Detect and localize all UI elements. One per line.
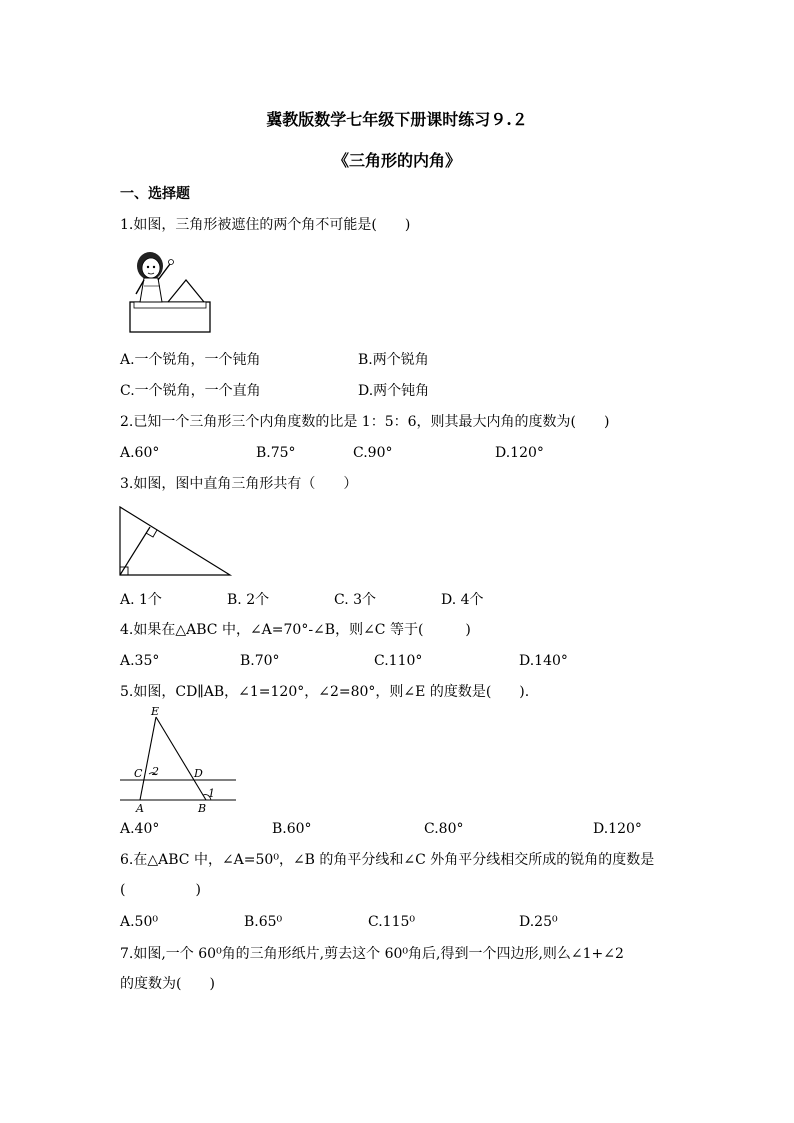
q5-label-1: 1 [208,787,215,800]
q4-option-d: D.140° [519,653,568,669]
q5-label-a: A [136,802,144,815]
q2-option-a: A.60° [120,445,160,461]
q2-option-b: B.75° [256,445,296,461]
q5-figure [116,705,238,815]
q6-option-b: B.65⁰ [244,914,283,930]
q3-altitude [120,527,150,575]
q6-option-d: D.25⁰ [519,914,558,930]
q5-segment-eb [156,717,206,800]
q5-option-a: A.40° [120,821,160,837]
q3-figure [116,503,236,579]
q5-label-c: C [134,767,143,780]
q3-outer-triangle [120,507,230,575]
q5-label-e: E [151,705,160,718]
q1-girl-drawing [136,252,174,302]
q1-option-b: B.两个锐角 [358,352,429,368]
q5-stem: 5.如图，CD∥AB，∠1=120°，∠2=80°，则∠E 的度数是( ). [120,684,530,700]
q6-stem: 6.在△ABC 中，∠A=50⁰，∠B 的角平分线和∠C 外角平分线相交所成的锐角的度数是 [120,852,655,868]
q3-option-a: A. 1个 [120,592,162,608]
q6-option-c: C.115⁰ [368,914,415,930]
q4-option-b: B.70° [240,653,280,669]
q2-option-c: C.90° [353,445,393,461]
q5-option-d: D.120° [593,821,642,837]
q3-option-c: C. 3个 [334,592,377,608]
q5-option-c: C.80° [424,821,464,837]
doc-title: 冀教版数学七年级下册课时练习９.２ [266,110,528,129]
q4-option-a: A.35° [120,653,160,669]
q3-option-b: B. 2个 [227,592,270,608]
q2-option-d: D.120° [495,445,544,461]
q5-segment-ea [140,717,156,800]
q1-option-c: C.一个锐角，一个直角 [120,383,261,399]
q5-option-b: B.60° [272,821,312,837]
doc-subtitle: 《三角形的内角》 [332,151,461,170]
q7-stem: 7.如图,一个 60⁰角的三角形纸片,剪去这个 60⁰角后,得到一个四边形,则么∠1+∠2 [120,946,624,962]
q5-label-b: B [198,802,207,815]
q3-stem: 3.如图，图中直角三角形共有（ ） [120,476,358,492]
q5-label-d: D [194,767,203,780]
q4-stem: 4.如果在△ABC 中，∠A=70°-∠B，则∠C 等于( ) [120,622,471,638]
q2-stem: 2.已知一个三角形三个内角度数的比是 1：5：6，则其最大内角的度数为( ) [120,414,610,430]
q7-stem-continued: 的度数为( ) [120,976,215,992]
section-heading: 一、选择题 [120,186,190,202]
q4-option-c: C.110° [374,653,423,669]
q1-stem: 1.如图，三角形被遮住的两个角不可能是( ) [120,217,411,233]
q3-option-d: D. 4个 [441,592,484,608]
q1-option-d: D.两个钝角 [358,383,430,399]
q6-stem-continued: ( ) [120,882,201,898]
q5-label-2: 2 [152,765,159,778]
q6-option-a: A.50⁰ [120,914,158,930]
q1-option-a: A.一个锐角，一个钝角 [120,352,261,368]
q1-figure [124,246,216,338]
q1-triangle-edge [168,280,204,302]
